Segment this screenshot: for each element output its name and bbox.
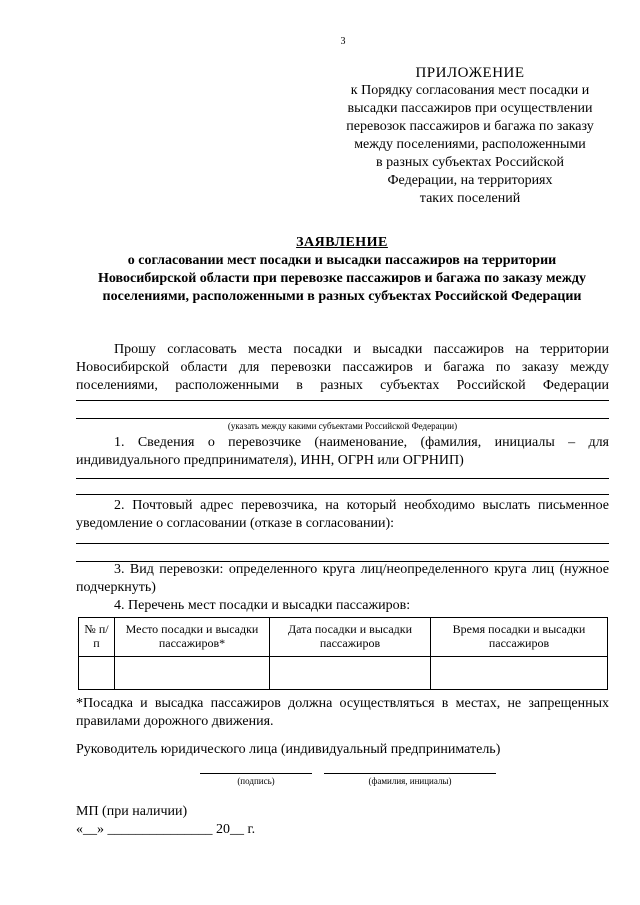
fill-line[interactable] bbox=[76, 418, 609, 419]
appendix-line: таких поселений bbox=[419, 191, 521, 206]
table-header-row bbox=[79, 618, 608, 657]
intro-line-2: Новосибирской области для перевозки пассажиров и багажа по заказу между bbox=[76, 360, 609, 375]
fill-line[interactable] bbox=[76, 494, 609, 495]
intro-line-1: Прошу согласовать места посадки и высадки пассажиров на территории bbox=[114, 342, 609, 357]
column-header: Время посадки и высадки пассажиров bbox=[431, 618, 608, 657]
section2-line-1: 2. Почтовый адрес перевозчика, на который необходимо выслать письменное bbox=[114, 498, 609, 513]
appendix-line: между поселениями, расположенными bbox=[354, 137, 586, 152]
column-header: № п/п bbox=[79, 618, 115, 657]
appendix-line: в разных субъектах Российской bbox=[376, 155, 564, 170]
intro-line-3: поселениями, расположенными в разных субъектах Российской Федерации bbox=[76, 378, 609, 393]
signature-line[interactable] bbox=[200, 773, 312, 774]
section1-line-1: 1. Сведения о перевозчике (наименование, (фамилия, инициалы – для bbox=[114, 435, 609, 450]
section1-line-2: индивидуального предпринимателя), ИНН, ОГРН или ОГРНИП) bbox=[76, 453, 464, 468]
appendix-line: Федерации, на территориях bbox=[387, 173, 553, 188]
date-line: «__» _______________ 20__ г. bbox=[76, 822, 256, 837]
appendix-line: перевозок пассажиров и багажа по заказу bbox=[346, 119, 594, 134]
table-cell[interactable] bbox=[431, 657, 608, 690]
column-header: Место посадки и высадки пассажиров* bbox=[115, 618, 270, 657]
table-cell[interactable] bbox=[79, 657, 115, 690]
document-heading bbox=[62, 234, 622, 306]
table-cell[interactable] bbox=[270, 657, 431, 690]
section4-title: 4. Перечень мест посадки и высадки пассажиров: bbox=[114, 598, 411, 613]
appendix-line: к Порядку согласования мест посадки и bbox=[350, 83, 590, 98]
appendix-title: ПРИЛОЖЕНИЕ bbox=[415, 65, 525, 81]
page-number: 3 bbox=[340, 36, 346, 47]
section3-line-1: 3. Вид перевозки: определенного круга лиц/неопределенного круга лиц (нужное bbox=[114, 562, 609, 577]
intro-hint: (указать между какими субъектами Российской Федерации) bbox=[227, 421, 458, 431]
section3-line-2: подчеркнуть) bbox=[76, 580, 156, 595]
heading-line: поселениями, расположенными в разных субъектах Российской Федерации bbox=[102, 289, 582, 304]
fill-line[interactable] bbox=[76, 400, 609, 401]
fill-line[interactable] bbox=[76, 478, 609, 479]
section2-line-2: уведомление о согласовании (отказе в согласовании): bbox=[76, 516, 395, 531]
heading-line: Новосибирской области при перевозке пассажиров и багажа по заказу между bbox=[97, 271, 586, 286]
table-row bbox=[79, 657, 608, 690]
table-cell[interactable] bbox=[115, 657, 270, 690]
fill-line[interactable] bbox=[76, 543, 609, 544]
column-header: Дата посадки и высадки пассажиров bbox=[270, 618, 431, 657]
name-line[interactable] bbox=[324, 773, 496, 774]
appendix-line: высадки пассажиров при осуществлении bbox=[347, 101, 593, 116]
stops-table bbox=[78, 617, 608, 690]
name-hint: (фамилия, инициалы) bbox=[368, 776, 452, 786]
footnote: *Посадка и высадка пассажиров должна осуществляться в местах, не запрещенных правилами дорожного движения. bbox=[76, 696, 609, 729]
signature-head: Руководитель юридического лица (индивидуальный предприниматель) bbox=[76, 742, 501, 757]
stamp-label: МП (при наличии) bbox=[76, 804, 188, 819]
appendix-block bbox=[320, 64, 620, 208]
document-title: ЗАЯВЛЕНИЕ bbox=[296, 235, 388, 250]
heading-line: о согласовании мест посадки и высадки пассажиров на территории bbox=[127, 253, 557, 268]
signature-hint: (подпись) bbox=[237, 776, 275, 786]
